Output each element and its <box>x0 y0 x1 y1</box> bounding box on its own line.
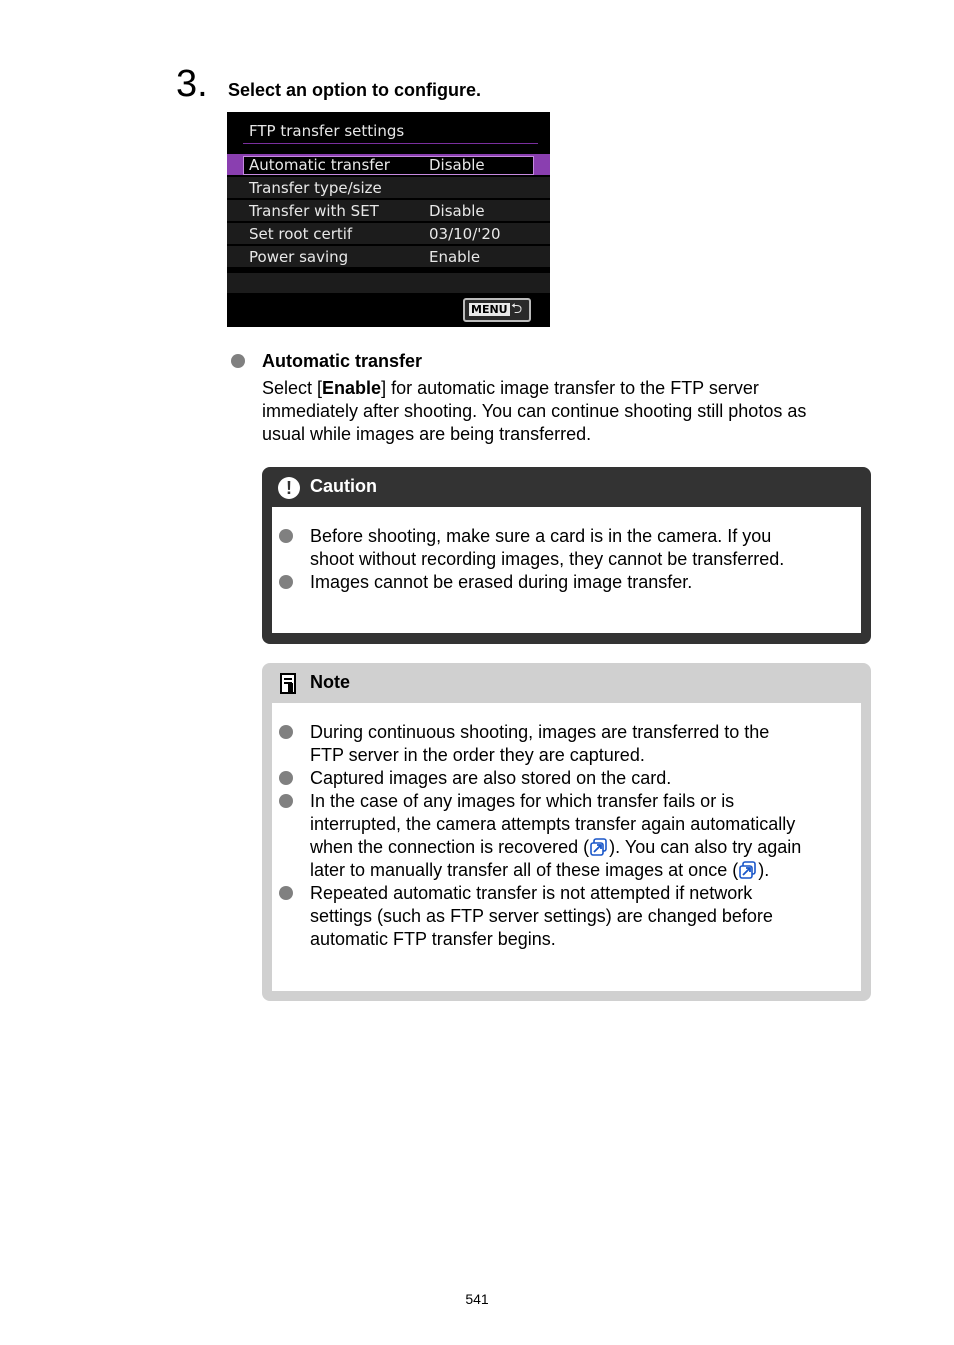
menu-return-button[interactable] <box>463 298 531 322</box>
camera-row-value: 03/10/'20 <box>429 225 501 243</box>
text-run: ). <box>758 860 770 880</box>
note-bullet-2: Captured images are also stored on the card. <box>310 768 672 788</box>
caution-heading: Caution <box>310 476 377 496</box>
note-bullet-3-line-2: interrupted, the camera attempts transfer again automatically <box>310 814 796 834</box>
memo-icon <box>280 673 296 694</box>
bullet-dot <box>279 794 293 808</box>
page-number: 541 <box>465 1291 489 1307</box>
camera-row-label: Automatic transfer <box>249 156 390 174</box>
caution-box <box>262 467 871 644</box>
caution-bullet-1-line-1: Before shooting, make sure a card is in the camera. If you <box>310 526 772 546</box>
note-bullet-4-line-3: automatic FTP transfer begins. <box>310 929 556 949</box>
note-bullet-4-line-2: settings (such as FTP server settings) are changed before <box>310 906 773 926</box>
auto-transfer-line-3: usual while images are being transferred. <box>262 424 592 444</box>
note-bullet-1-line-1: During continuous shooting, images are transferred to the <box>310 722 770 742</box>
camera-row-label: Transfer type/size <box>249 179 382 197</box>
page-link-icon[interactable] <box>738 860 758 880</box>
bullet-dot <box>279 575 293 589</box>
bullet-dot <box>279 771 293 785</box>
bullet-dot <box>231 354 245 368</box>
bullet-dot <box>279 725 293 739</box>
auto-transfer-line-1 <box>262 377 759 400</box>
note-heading: Note <box>310 672 350 692</box>
camera-screen <box>227 112 550 327</box>
camera-empty-row <box>227 273 550 293</box>
camera-row-automatic-transfer[interactable] <box>227 154 550 175</box>
camera-row-value: Disable <box>429 202 485 220</box>
note-bullet-3-line-4 <box>310 859 769 882</box>
auto-transfer-heading: Automatic transfer <box>262 351 423 371</box>
text-run: when the connection is recovered ( <box>310 837 590 857</box>
note-bullet-1-line-2: FTP server in the order they are captured. <box>310 745 645 765</box>
step-number: 3. <box>176 63 208 105</box>
bullet-dot <box>279 529 293 543</box>
camera-row-label: Transfer with SET <box>249 202 379 220</box>
camera-screen-title: FTP transfer settings <box>249 122 405 140</box>
menu-label: MENU <box>471 303 508 316</box>
note-bullet-4-line-1: Repeated automatic transfer is not attempted if network <box>310 883 753 903</box>
page-link-icon[interactable] <box>589 837 609 857</box>
camera-row-set-root-certif[interactable] <box>227 223 550 244</box>
camera-row-transfer-type-size[interactable] <box>227 177 550 198</box>
bullet-dot <box>279 886 293 900</box>
text-run: ). You can also try again <box>609 837 802 857</box>
step-title: Select an option to configure. <box>228 80 482 100</box>
note-body <box>272 703 861 991</box>
camera-row-transfer-with-set[interactable] <box>227 200 550 221</box>
camera-row-value: Enable <box>429 248 481 266</box>
caution-bullet-1-line-2: shoot without recording images, they cannot be transferred. <box>310 549 785 569</box>
note-box <box>262 663 871 1001</box>
return-arrow-icon: ⮌ <box>511 301 523 317</box>
camera-title-underline <box>243 143 538 144</box>
text-run: later to manually transfer all of these images at once ( <box>310 860 739 880</box>
enable-option-label: Enable <box>322 378 382 398</box>
camera-row-label: Power saving <box>249 248 349 266</box>
auto-transfer-line-2: immediately after shooting. You can continue shooting still photos as <box>262 401 807 421</box>
caution-bullet-2: Images cannot be erased during image transfer. <box>310 572 693 592</box>
note-bullet-3-line-1: In the case of any images for which transfer fails or is <box>310 791 735 811</box>
text-run: Select [ <box>262 378 323 398</box>
camera-row-label: Set root certif <box>249 225 353 243</box>
camera-row-value: Disable <box>429 156 485 174</box>
camera-row-power-saving[interactable] <box>227 246 550 267</box>
caution-body <box>272 507 861 633</box>
text-run: ] for automatic image transfer to the FTP server <box>381 378 759 398</box>
note-bullet-3-line-3 <box>310 836 801 859</box>
exclamation-icon: ! <box>278 477 300 499</box>
